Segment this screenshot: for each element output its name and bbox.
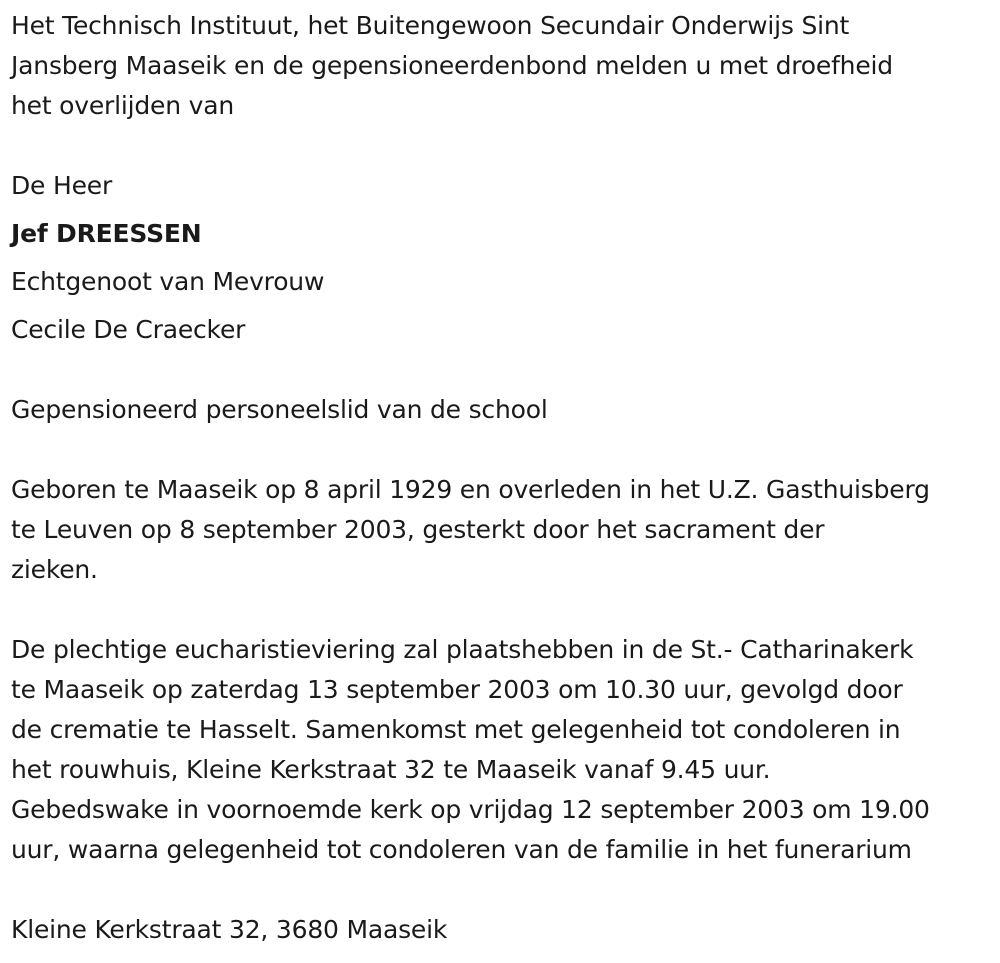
honorific: De Heer <box>11 171 113 200</box>
ceremony-line: de crematie te Hasselt. Samenkomst met gelegenheid tot condoleren in <box>11 715 901 744</box>
ceremony-line: het rouwhuis, Kleine Kerkstraat 32 te Maaseik vanaf 9.45 uur. <box>11 755 771 784</box>
ceremony-line: Gebedswake in voornoemde kerk op vrijdag 12 september 2003 om 19.00 <box>11 795 930 824</box>
ceremony-line: uur, waarna gelegenheid tot condoleren van de familie in het funerarium <box>11 835 912 864</box>
intro-paragraph <box>11 6 893 126</box>
intro-line: het overlijden van <box>11 91 234 120</box>
ceremony-line: te Maaseik op zaterdag 13 september 2003 om 10.30 uur, gevolgd door <box>11 675 903 704</box>
ceremony-paragraph <box>11 630 930 870</box>
birth-death-line: Geboren te Maaseik op 8 april 1929 en overleden in het U.Z. Gasthuisberg <box>11 475 930 504</box>
ceremony-line: De plechtige eucharistieviering zal plaatshebben in de St.- Catharinakerk <box>11 635 914 664</box>
intro-line: Het Technisch Instituut, het Buitengewoon Secundair Onderwijs Sint <box>11 11 850 40</box>
intro-line: Jansberg Maaseik en de gepensioneerdenbond melden u met droefheid <box>11 51 893 80</box>
birth-death-line: zieken. <box>11 555 98 584</box>
spouse-label: Echtgenoot van Mevrouw <box>11 267 325 296</box>
address-line: Kleine Kerkstraat 32, 3680 Maaseik <box>11 915 448 944</box>
birth-death-line: te Leuven op 8 september 2003, gesterkt door het sacrament der <box>11 515 825 544</box>
birth-death-paragraph <box>11 470 930 590</box>
deceased-name: Jef DREESSEN <box>11 219 202 248</box>
role-line: Gepensioneerd personeelslid van de school <box>11 395 548 424</box>
spouse-name: Cecile De Craecker <box>11 315 246 344</box>
